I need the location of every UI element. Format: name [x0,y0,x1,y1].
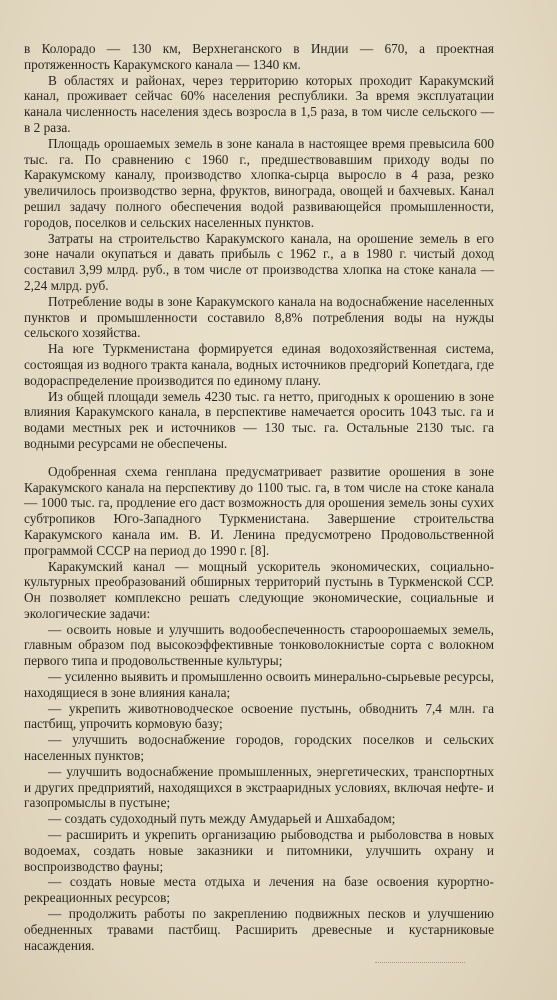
paragraph-4: Затраты на строительство Каракумского канала, на орошение земель в его зоне начали окупаться и давать прибыль с 1962 г., а в 1980 г. чистый доход составил 3,99 млрд. руб., в том числе от производства хлопка на стоке канала — 2,24 млрд. руб. [24,230,494,293]
list-item-3: — укрепить животноводческое освоение пустынь, обводнить 7,4 млн. га пастбищ, упрочить кормовую базу; [24,700,494,732]
list-item-6: — создать судоходный путь между Амударьей и Ашхабадом; [48,811,396,827]
paragraph-6: На юге Туркменистана формируется единая водохозяйственная система, состоящая из водного тракта канала, водных источников предгорий Копетдага, где водораспределение производится по единому плану. [24,341,494,388]
list-item-5: — улучшить водоснабжение промышленных, энергетических, транспортных и других предприятий, находящихся в экстрааридных условиях, включая нефте- и газопромыслы в пустыне; [24,763,494,811]
paragraph-7: Из общей площади земель 4230 тыс. га нетто, пригодных к орошению в зоне влияния Каракумского канала, в перспективе намечается оросить 1043 тыс. га и водами местных рек и источников — 130 тыс. га. Остальные 2130 тыс. га водными ресурсами не обеспечены. [24,388,494,451]
paragraph-2: В областях и районах, через территорию которых проходит Каракумский канал, проживает сейчас 60% населения республики. За время эксплуатации канала численность населения здесь возросла в 1,5 раза, в том числе сельского — в 2 раза. [24,72,494,135]
list-item-1: — освоить новые и улучшить водообеспеченность староорошаемых земель, главным образом под высокоэффективные тонковолокнистые сорта с волокном первого типа и продовольственные культуры; [24,621,494,669]
list-item-2: — усиленно выявить и промышленно освоить минерально-сырьевые ресурсы, находящиеся в зоне влияния канала; [24,669,494,700]
paragraph-3: Площадь орошаемых земель в зоне канала в настоящее время превысила 600 тыс. га. По сравнению с 1960 г., предшествовавшим приходу воды по Каракумскому каналу, производство хлопка-сырца выросло в 4 раза, резко увеличилось производство зерна, фруктов, винограда, овощей и бахчевых. Канал решил задачу полного обеспечения водой развивающейся промышленности, городов, поселков и сельских населенных пунктов. [24,135,494,230]
list-item-4: — улучшить водоснабжение городов, городских поселков и сельских населенных пунктов; [24,732,494,764]
list-item-8: — создать новые места отдыха и лечения на базе освоения курортно-рекреационных ресурсов; [24,874,494,906]
paragraph-1: в Колорадо — 130 км, Верхнеганского в Индии — 670, а проектная протяженность Каракумского канала — 1340 км. [24,41,494,72]
paragraph-5: Потребление воды в зоне Каракумского канала на водоснабжение населенных пунктов и промышленности составило 8,8% потребления воды на нужды сельского хозяйства. [24,293,494,341]
paragraph-8: Одобренная схема генплана предусматривает развитие орошения в зоне Каракумского канала на перспективу до 1100 тыс. га, в том числе на стоке канала — 1000 тыс. га, продление его даст возможность для орошения земель зоны сухих субтропиков Юго-Западного Туркменистана. Завершение строительства Каракумского канала им. В. И. Ленина предусмотрено Продовольственной программой СССР на период до 1990 г. [8]. [24,463,494,558]
footer-divider [375,962,465,963]
paragraph-9: Каракумский канал — мощный ускоритель экономических, социально-культурных преобразований обширных территорий пустынь в Туркменской ССР. Он позволяет комплексно решать следующие экономические, социальные и экологические задачи: [24,558,494,621]
body-text [24,41,494,953]
list-item-9: — продолжить работы по закреплению подвижных песков и улучшению обедненных травами пастбищ. Расширить древесные и кустарниковые насаждения. [24,906,494,953]
list-item-7: — расширить и укрепить организацию рыбоводства и рыболовства в новых водоемах, создать новые заказники и питомники, улучшить охрану и воспроизводство фауны; [24,827,494,874]
